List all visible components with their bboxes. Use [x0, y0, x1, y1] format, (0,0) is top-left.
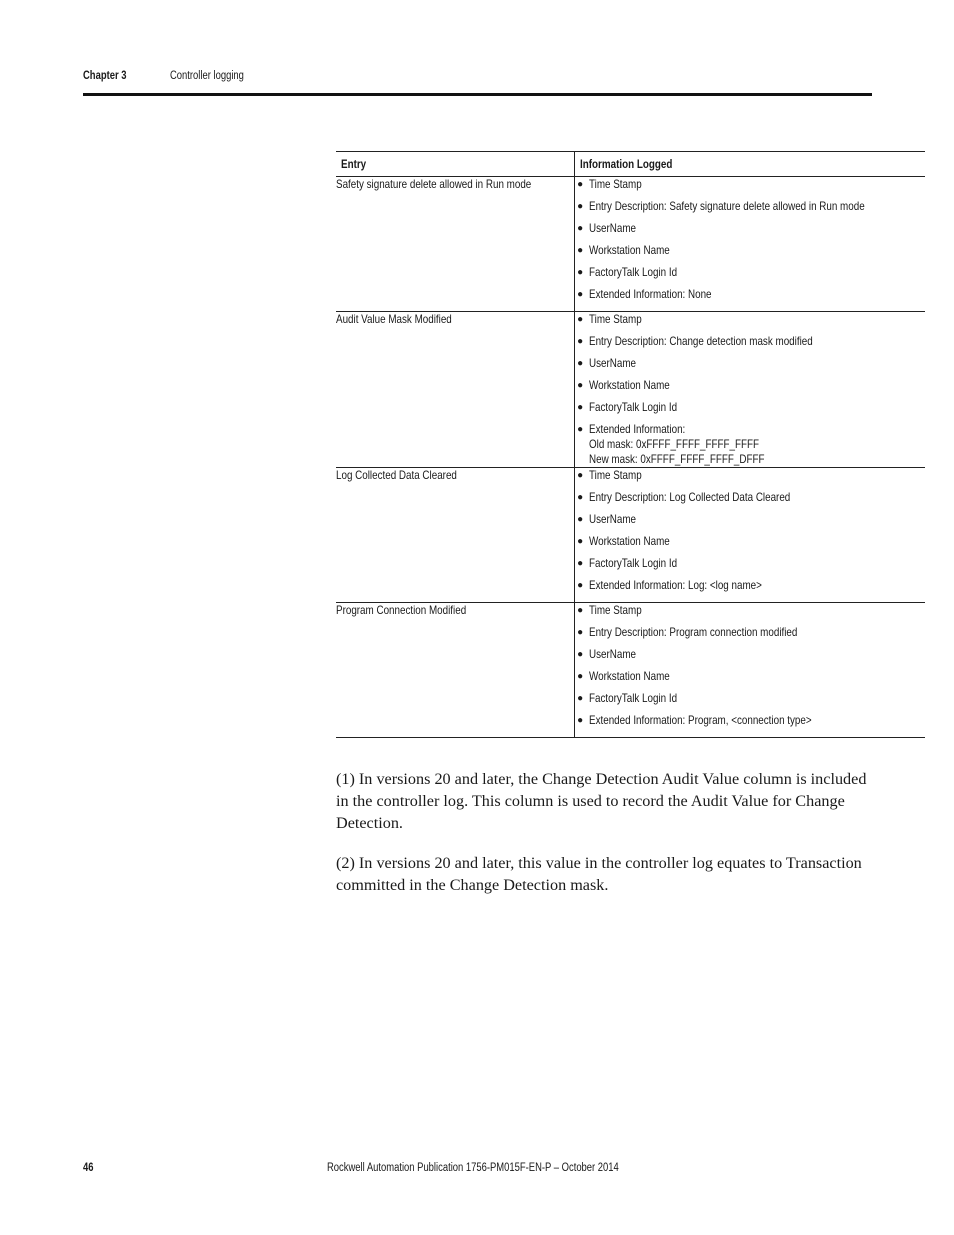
info-text: UserName	[589, 647, 637, 661]
info-text: FactoryTalk Login Id	[589, 556, 678, 570]
information-list	[575, 312, 925, 467]
bullet-icon: ●	[577, 380, 584, 391]
bullet-icon: ●	[577, 289, 584, 300]
info-text: UserName	[589, 221, 637, 235]
list-item	[575, 512, 925, 527]
header-rule	[83, 93, 872, 96]
bullet-icon: ●	[577, 693, 584, 704]
info-text: Entry Description: Safety signature delete allowed in Run mode	[589, 199, 865, 213]
list-item	[575, 287, 925, 302]
bullet-icon: ●	[577, 671, 584, 682]
bullet-icon: ●	[577, 314, 584, 325]
info-text: Workstation Name	[589, 378, 670, 392]
info-text: Old mask: 0xFFFF_FFFF_FFFF_FFFF	[589, 437, 760, 451]
list-item	[575, 625, 925, 640]
page-header	[83, 70, 872, 90]
entry-cell	[336, 603, 575, 738]
information-list	[575, 468, 925, 593]
table-body	[336, 177, 925, 738]
info-text: Time Stamp	[589, 312, 642, 326]
info-text: Extended Information: Program, <connection type>	[589, 713, 812, 727]
info-text: Entry Description: Log Collected Data Cleared	[589, 490, 791, 504]
entry-cell	[336, 177, 575, 312]
info-text: Workstation Name	[589, 669, 670, 683]
bullet-icon: ●	[577, 627, 584, 638]
list-item	[575, 334, 925, 349]
info-text: FactoryTalk Login Id	[589, 691, 678, 705]
list-item	[575, 199, 925, 214]
bullet-icon: ●	[577, 336, 584, 347]
bullet-icon: ●	[577, 223, 584, 234]
info-text: Time Stamp	[589, 177, 642, 191]
info-text: Extended Information: Log: <log name>	[589, 578, 763, 592]
bullet-icon: ●	[577, 536, 584, 547]
bullet-icon: ●	[577, 267, 584, 278]
info-text: Extended Information:	[589, 422, 686, 436]
list-item	[575, 713, 925, 728]
bullet-icon: ●	[577, 715, 584, 726]
info-text: Time Stamp	[589, 468, 642, 482]
info-text: FactoryTalk Login Id	[589, 400, 678, 414]
table-row	[336, 177, 925, 312]
list-item	[575, 669, 925, 684]
bullet-icon: ●	[577, 492, 584, 503]
info-text: Extended Information: None	[589, 287, 712, 301]
list-item	[575, 356, 925, 371]
entry-label: Safety signature delete allowed in Run mode	[336, 177, 532, 191]
footnote-2: (2) In versions 20 and later, this value in the controller log equates to Transaction committed in the Change Detection mask.	[336, 854, 862, 894]
information-list	[575, 603, 925, 728]
list-item	[575, 556, 925, 571]
publication-info: Rockwell Automation Publication 1756-PM015F-EN-P – October 2014	[327, 1162, 619, 1174]
table-row	[336, 468, 925, 603]
info-text: FactoryTalk Login Id	[589, 265, 678, 279]
information-logged-cell	[575, 312, 926, 468]
entry-label: Audit Value Mask Modified	[336, 312, 452, 326]
list-item	[575, 177, 925, 192]
bullet-icon: ●	[577, 402, 584, 413]
info-text: Workstation Name	[589, 534, 670, 548]
column-header-information-logged: Information Logged	[575, 152, 926, 177]
information-list	[575, 177, 925, 302]
entry-cell	[336, 312, 575, 468]
bullet-icon: ●	[577, 201, 584, 212]
controller-log-table	[336, 151, 925, 738]
bullet-icon: ●	[577, 245, 584, 256]
info-text: UserName	[589, 356, 637, 370]
bullet-icon: ●	[577, 580, 584, 591]
entry-label: Program Connection Modified	[336, 603, 467, 617]
list-item	[575, 422, 925, 467]
bullet-icon: ●	[577, 558, 584, 569]
bullet-icon: ●	[577, 605, 584, 616]
list-item	[575, 578, 925, 593]
column-header-entry: Entry	[336, 152, 575, 177]
footnotes	[336, 768, 870, 914]
info-text: Time Stamp	[589, 603, 642, 617]
entry-label: Log Collected Data Cleared	[336, 468, 457, 482]
bullet-icon: ●	[577, 470, 584, 481]
footnote-1: (1) In versions 20 and later, the Change Detection Audit Value column is included in the controller log. This column is used to record the Audit Value for Change Detection.	[336, 770, 867, 832]
information-logged-cell	[575, 603, 926, 738]
info-text: Entry Description: Program connection modified	[589, 625, 798, 639]
list-item	[575, 534, 925, 549]
list-item	[575, 378, 925, 393]
info-text: UserName	[589, 512, 637, 526]
list-item	[575, 647, 925, 662]
list-item	[575, 468, 925, 483]
section-title: Controller logging	[170, 70, 244, 82]
table-row	[336, 312, 925, 468]
info-text: New mask: 0xFFFF_FFFF_FFFF_DFFF	[589, 452, 765, 466]
info-text: Workstation Name	[589, 243, 670, 257]
list-item	[575, 243, 925, 258]
bullet-icon: ●	[577, 179, 584, 190]
info-text: Entry Description: Change detection mask modified	[589, 334, 813, 348]
information-logged-cell	[575, 468, 926, 603]
bullet-icon: ●	[577, 358, 584, 369]
list-item	[575, 400, 925, 415]
bullet-icon: ●	[577, 424, 584, 435]
list-item	[575, 221, 925, 236]
information-logged-cell	[575, 177, 926, 312]
chapter-label: Chapter 3	[83, 70, 127, 82]
bullet-icon: ●	[577, 649, 584, 660]
list-item	[575, 691, 925, 706]
entry-cell	[336, 468, 575, 603]
table-row	[336, 603, 925, 738]
bullet-icon: ●	[577, 514, 584, 525]
table-header-row	[336, 152, 925, 177]
list-item	[575, 265, 925, 280]
list-item	[575, 312, 925, 327]
list-item	[575, 603, 925, 618]
list-item	[575, 490, 925, 505]
page-number: 46	[83, 1162, 94, 1174]
